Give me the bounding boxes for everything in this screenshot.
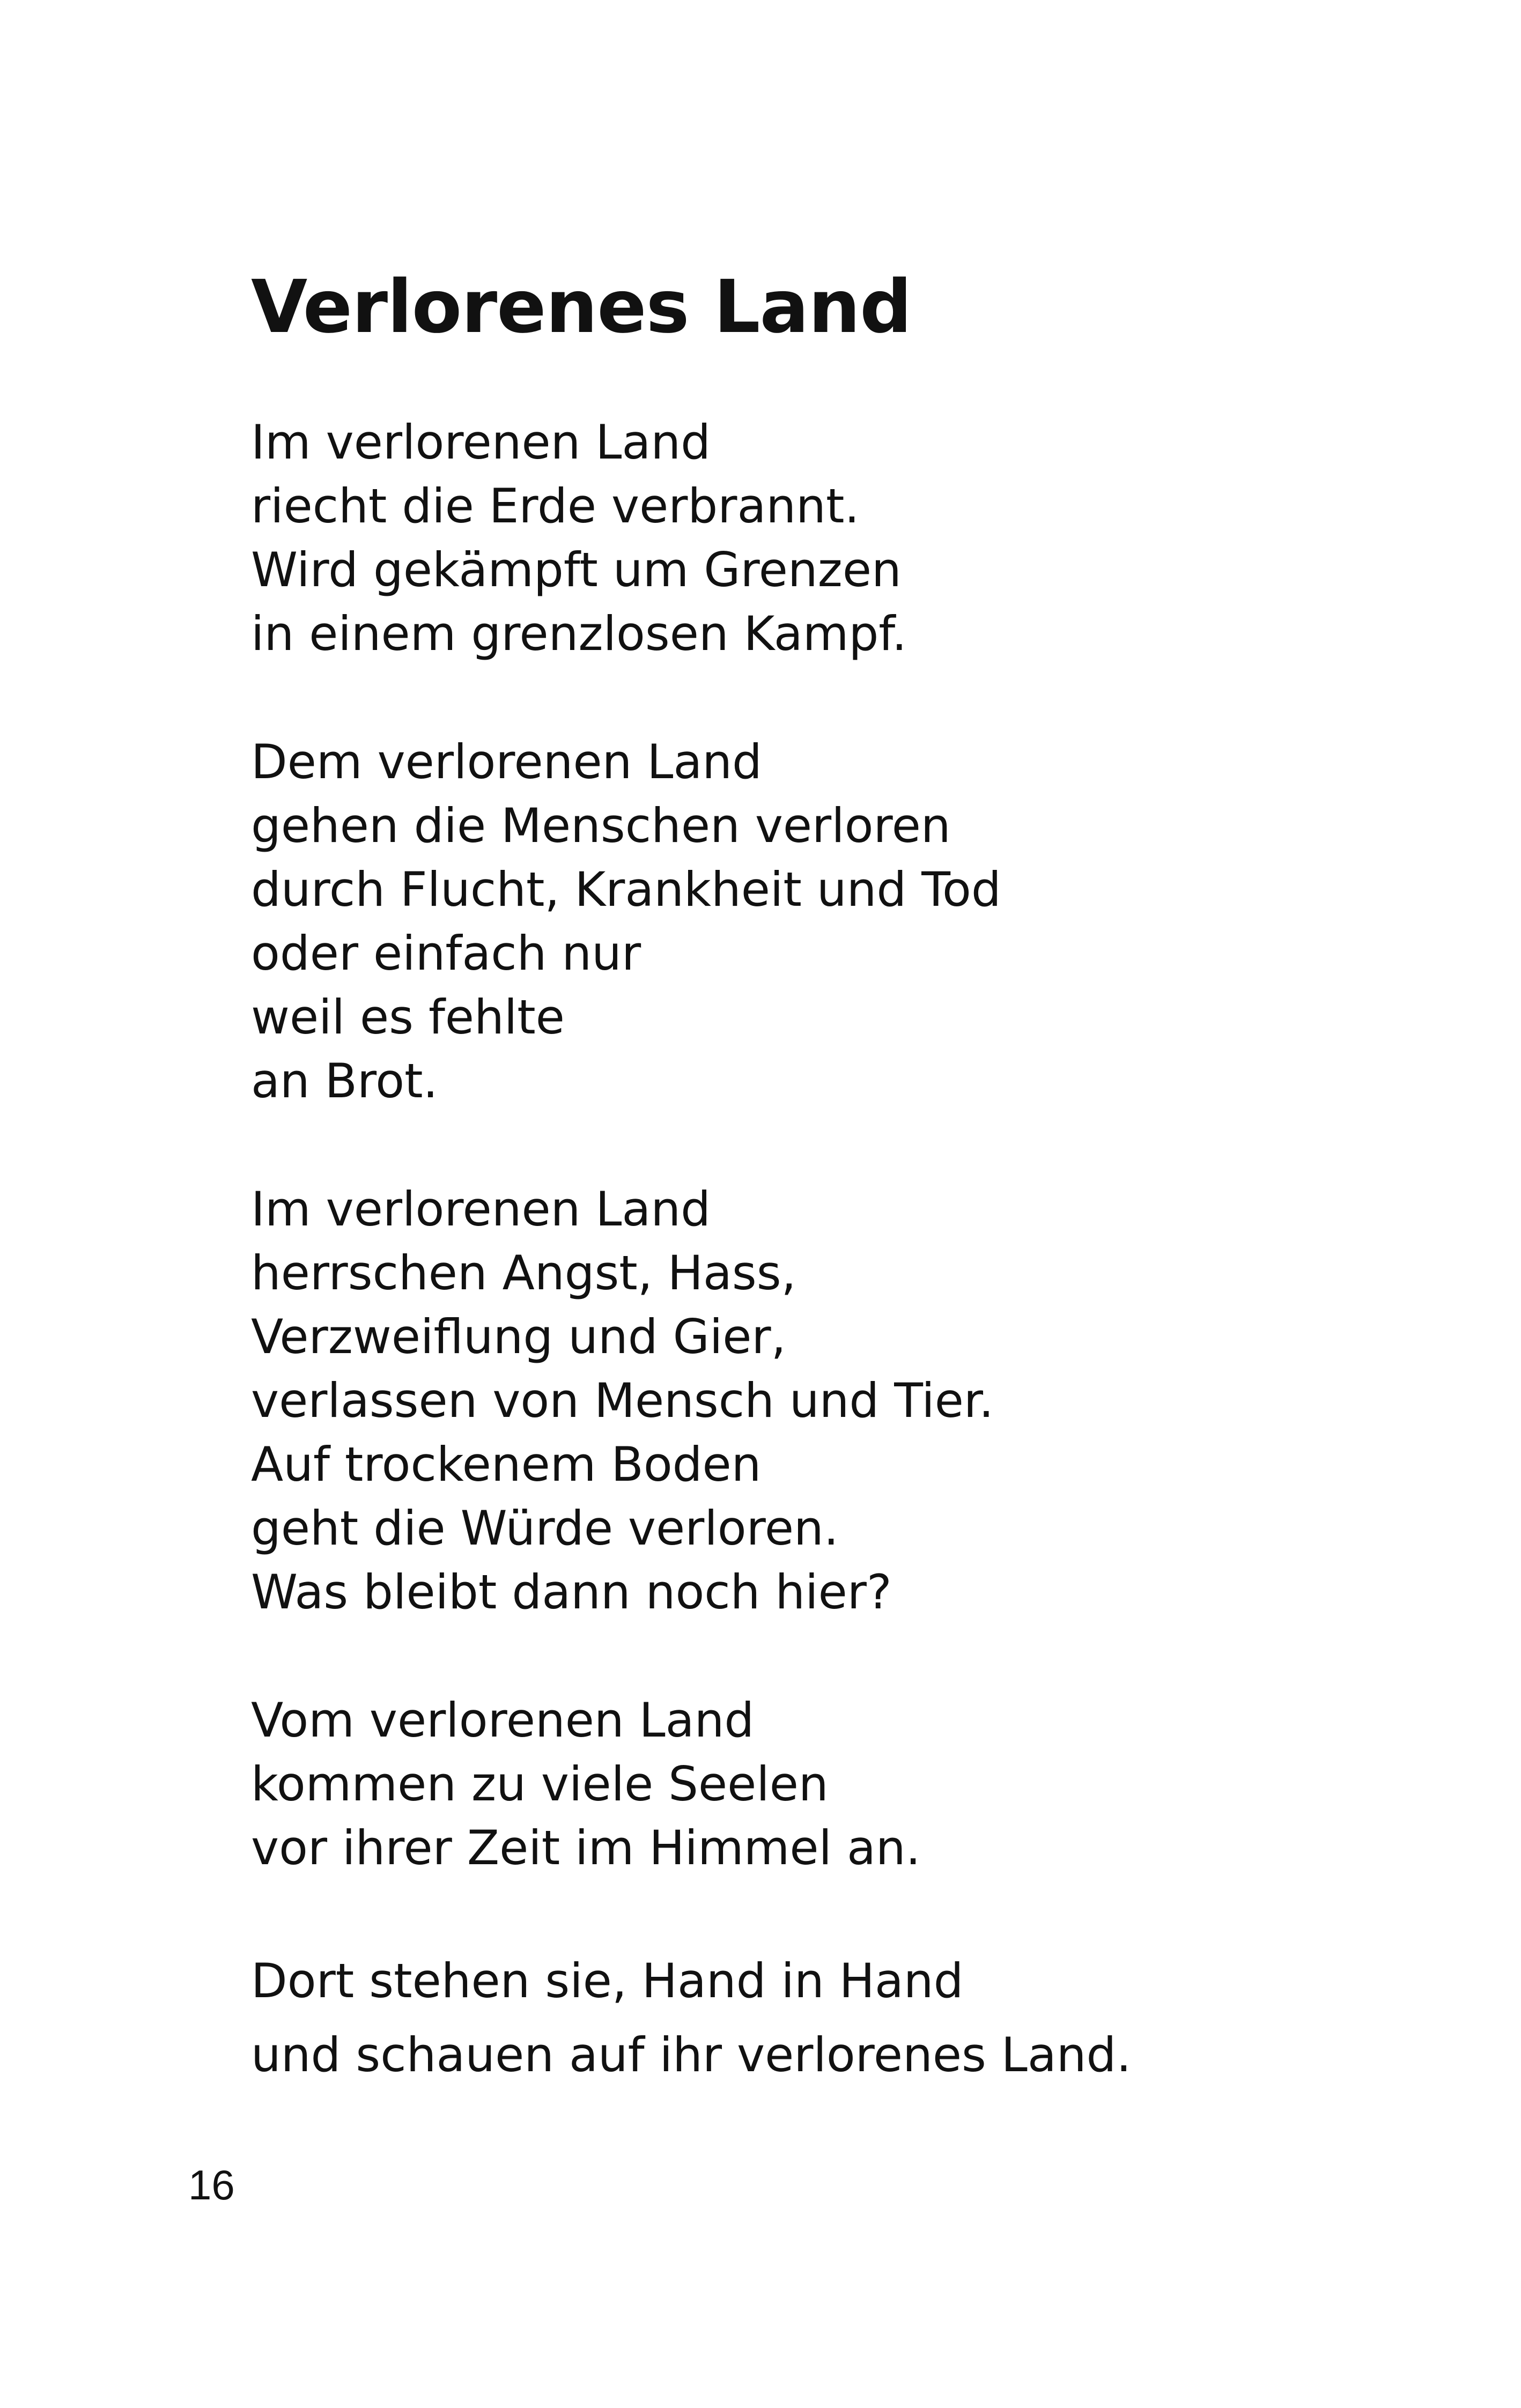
poem-body [251,410,1431,2156]
stanza-5 [251,1944,1431,2092]
poem-line: Vom verlorenen Land [251,1693,755,1748]
poem-line: Verzweiflung und Gier, [251,1309,786,1364]
poem-line: kommen zu viele Seelen [251,1756,829,1812]
poem-line: vor ihrer Zeit im Himmel an. [251,1820,921,1875]
poem-line: Auf trockenem Boden [251,1437,762,1492]
poem-line: Im verlorenen Land [251,415,711,470]
poem-line: geht die Würde verloren. [251,1501,839,1556]
poem-line: riecht die Erde verbrannt. [251,478,860,534]
poem-line: oder einfach nur [251,926,641,981]
stanza-1 [251,410,1431,666]
poem-line: und schauen auf ihr verlorenes Land. [251,2027,1132,2082]
poem-line: Wird gekämpft um Grenzen [251,542,902,597]
poem-line: herrschen Angst, Hass, [251,1245,796,1301]
poem-line: Dort stehen sie, Hand in Hand [251,1953,964,2008]
stanza-2 [251,730,1431,1113]
poem-line: gehen die Menschen verloren [251,798,951,853]
stanza-3 [251,1177,1431,1624]
page-number: 16 [188,2161,235,2208]
poem-line: an Brot. [251,1053,438,1109]
poem-title: Verlorenes Land [251,265,912,350]
poem-line: weil es fehlte [251,989,565,1045]
poem-line: Was bleibt dann noch hier? [251,1564,892,1620]
stanza-4 [251,1688,1431,1880]
poem-line: Im verlorenen Land [251,1181,711,1237]
poem-line: verlassen von Mensch und Tier. [251,1373,994,1428]
poem-line: Dem verlorenen Land [251,734,762,789]
poem-line: durch Flucht, Krankheit und Tod [251,862,1001,917]
poem-line: in einem grenzlosen Kampf. [251,606,907,661]
